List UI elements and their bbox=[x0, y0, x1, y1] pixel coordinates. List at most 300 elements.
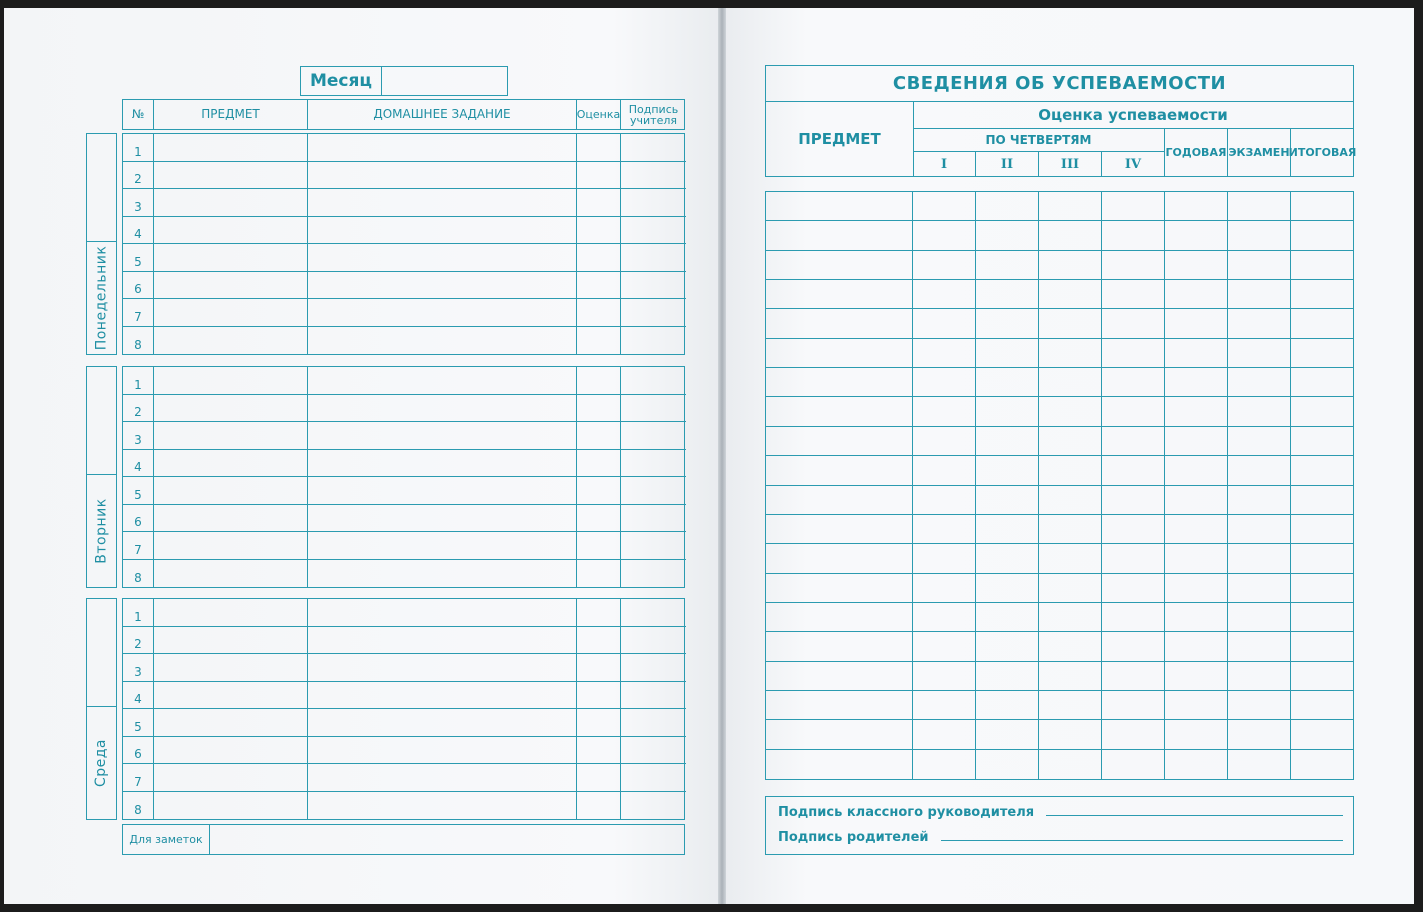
exam-cell[interactable] bbox=[1228, 662, 1291, 691]
teacher-signature-cell[interactable] bbox=[621, 217, 686, 245]
subject-cell[interactable] bbox=[766, 368, 913, 397]
lesson-number: 5 bbox=[123, 244, 154, 272]
quarter-2-cell[interactable] bbox=[976, 397, 1039, 426]
parents-signature-field[interactable] bbox=[941, 839, 1344, 841]
teacher-signature-cell[interactable] bbox=[621, 134, 686, 162]
exam-cell[interactable] bbox=[1228, 368, 1291, 397]
quarter-4-cell[interactable] bbox=[1102, 368, 1165, 397]
subject-cell[interactable] bbox=[766, 251, 913, 280]
homework-cell[interactable] bbox=[308, 134, 577, 162]
annual-cell[interactable] bbox=[1165, 662, 1228, 691]
day-lessons-table bbox=[122, 366, 685, 588]
grade-cell[interactable] bbox=[577, 709, 621, 737]
quarter-2-cell[interactable] bbox=[976, 309, 1039, 338]
quarter-3-cell[interactable] bbox=[1039, 192, 1102, 221]
annual-cell[interactable] bbox=[1165, 544, 1228, 573]
notes-field[interactable] bbox=[210, 825, 684, 854]
grade-cell[interactable] bbox=[577, 737, 621, 765]
final-cell[interactable] bbox=[1291, 368, 1354, 397]
exam-cell[interactable] bbox=[1228, 221, 1291, 250]
lesson-number: 4 bbox=[123, 682, 154, 710]
subject-cell[interactable] bbox=[766, 456, 913, 485]
quarter-1-cell[interactable] bbox=[913, 368, 976, 397]
subject-cell[interactable] bbox=[154, 477, 308, 505]
day-label-box bbox=[86, 133, 117, 355]
lesson-number: 1 bbox=[123, 599, 154, 627]
subject-cell[interactable] bbox=[766, 221, 913, 250]
final-cell[interactable] bbox=[1291, 662, 1354, 691]
quarter-4-cell[interactable] bbox=[1102, 720, 1165, 749]
homework-cell[interactable] bbox=[308, 477, 577, 505]
subject-cell[interactable] bbox=[154, 505, 308, 533]
teacher-signature-cell[interactable] bbox=[621, 477, 686, 505]
annual-cell[interactable] bbox=[1165, 427, 1228, 456]
day-name: Понедельник bbox=[93, 245, 110, 351]
quarter-2-cell[interactable] bbox=[976, 603, 1039, 632]
grade-cell[interactable] bbox=[577, 764, 621, 792]
quarter-3-cell[interactable] bbox=[1039, 574, 1102, 603]
quarter-1-cell[interactable] bbox=[913, 309, 976, 338]
subject-cell[interactable] bbox=[154, 395, 308, 423]
lesson-number: 3 bbox=[123, 422, 154, 450]
grade-cell[interactable] bbox=[577, 560, 621, 588]
teacher-signature-cell[interactable] bbox=[621, 450, 686, 478]
grade-cell[interactable] bbox=[577, 327, 621, 355]
quarter-1-cell[interactable] bbox=[913, 486, 976, 515]
quarter-4-cell[interactable] bbox=[1102, 309, 1165, 338]
subject-cell[interactable] bbox=[766, 720, 913, 749]
homework-cell[interactable] bbox=[308, 709, 577, 737]
grade-cell[interactable] bbox=[577, 217, 621, 245]
exam-cell[interactable] bbox=[1228, 515, 1291, 544]
exam-cell[interactable] bbox=[1228, 192, 1291, 221]
grade-cell[interactable] bbox=[577, 599, 621, 627]
teacher-signature-cell[interactable] bbox=[621, 505, 686, 533]
quarter-2-cell[interactable] bbox=[976, 691, 1039, 720]
subject-cell[interactable] bbox=[154, 599, 308, 627]
homework-cell[interactable] bbox=[308, 217, 577, 245]
quarter-4-cell[interactable] bbox=[1102, 691, 1165, 720]
exam-cell[interactable] bbox=[1228, 720, 1291, 749]
subject-cell[interactable] bbox=[154, 737, 308, 765]
subject-cell[interactable] bbox=[154, 450, 308, 478]
lesson-number: 1 bbox=[123, 367, 154, 395]
quarter-2-cell[interactable] bbox=[976, 750, 1039, 779]
quarter-3-cell[interactable] bbox=[1039, 750, 1102, 779]
homework-cell[interactable] bbox=[308, 682, 577, 710]
quarter-3-cell[interactable] bbox=[1039, 368, 1102, 397]
quarter-2-cell[interactable] bbox=[976, 544, 1039, 573]
final-cell[interactable] bbox=[1291, 280, 1354, 309]
quarter-3-cell[interactable] bbox=[1039, 397, 1102, 426]
subject-cell[interactable] bbox=[154, 682, 308, 710]
quarter-4-cell[interactable] bbox=[1102, 251, 1165, 280]
subject-cell[interactable] bbox=[154, 244, 308, 272]
subject-cell[interactable] bbox=[154, 654, 308, 682]
homework-cell[interactable] bbox=[308, 367, 577, 395]
quarter-4-cell[interactable] bbox=[1102, 456, 1165, 485]
exam-cell[interactable] bbox=[1228, 339, 1291, 368]
grade-cell[interactable] bbox=[577, 682, 621, 710]
annual-cell[interactable] bbox=[1165, 486, 1228, 515]
exam-cell[interactable] bbox=[1228, 574, 1291, 603]
teacher-signature-cell[interactable] bbox=[621, 560, 686, 588]
quarter-3-cell[interactable] bbox=[1039, 309, 1102, 338]
quarter-1-cell[interactable] bbox=[913, 750, 976, 779]
quarter-1-cell[interactable] bbox=[913, 427, 976, 456]
quarter-2-cell[interactable] bbox=[976, 339, 1039, 368]
grade-cell[interactable] bbox=[577, 299, 621, 327]
teacher-signature-cell[interactable] bbox=[621, 682, 686, 710]
quarter-2-cell[interactable] bbox=[976, 427, 1039, 456]
homework-cell[interactable] bbox=[308, 327, 577, 355]
subject-cell[interactable] bbox=[154, 327, 308, 355]
quarter-3-cell[interactable] bbox=[1039, 221, 1102, 250]
subject-cell[interactable] bbox=[154, 709, 308, 737]
grade-cell[interactable] bbox=[577, 532, 621, 560]
day-label-box bbox=[86, 366, 117, 588]
quarter-2-cell[interactable] bbox=[976, 251, 1039, 280]
teacher-signature-cell[interactable] bbox=[621, 162, 686, 190]
teacher-signature-cell[interactable] bbox=[621, 532, 686, 560]
grade-cell[interactable] bbox=[577, 189, 621, 217]
quarter-1-cell[interactable] bbox=[913, 192, 976, 221]
subject-cell[interactable] bbox=[766, 192, 913, 221]
subject-cell[interactable] bbox=[154, 764, 308, 792]
final-cell[interactable] bbox=[1291, 486, 1354, 515]
quarter-4-cell[interactable] bbox=[1102, 280, 1165, 309]
subject-cell[interactable] bbox=[154, 532, 308, 560]
subject-cell[interactable] bbox=[154, 162, 308, 190]
final-cell[interactable] bbox=[1291, 397, 1354, 426]
teacher-signature-cell[interactable] bbox=[621, 244, 686, 272]
grade-cell[interactable] bbox=[577, 244, 621, 272]
subject-cell[interactable] bbox=[154, 367, 308, 395]
final-cell[interactable] bbox=[1291, 603, 1354, 632]
annual-cell[interactable] bbox=[1165, 574, 1228, 603]
col-grade: Оценка bbox=[577, 100, 621, 129]
quarter-2-cell[interactable] bbox=[976, 574, 1039, 603]
annual-cell[interactable] bbox=[1165, 251, 1228, 280]
lesson-number: 6 bbox=[123, 737, 154, 765]
exam-cell[interactable] bbox=[1228, 691, 1291, 720]
subject-cell[interactable] bbox=[154, 560, 308, 588]
month-value-field[interactable] bbox=[382, 67, 507, 95]
teacher-signature-cell[interactable] bbox=[621, 422, 686, 450]
exam-cell[interactable] bbox=[1228, 251, 1291, 280]
final-cell[interactable] bbox=[1291, 427, 1354, 456]
final-cell[interactable] bbox=[1291, 720, 1354, 749]
quarter-2-cell[interactable] bbox=[976, 720, 1039, 749]
grade-cell[interactable] bbox=[577, 367, 621, 395]
col-homework: ДОМАШНЕЕ ЗАДАНИЕ bbox=[308, 100, 577, 129]
grade-cell[interactable] bbox=[577, 395, 621, 423]
subject-cell[interactable] bbox=[766, 574, 913, 603]
final-cell[interactable] bbox=[1291, 691, 1354, 720]
subject-cell[interactable] bbox=[154, 134, 308, 162]
teacher-signature-cell[interactable] bbox=[621, 709, 686, 737]
annual-cell[interactable] bbox=[1165, 368, 1228, 397]
performance-grid bbox=[765, 191, 1354, 780]
quarter-2-cell[interactable] bbox=[976, 486, 1039, 515]
homework-cell[interactable] bbox=[308, 627, 577, 655]
parents-signature-line bbox=[778, 830, 1343, 845]
quarters-header: ПО ЧЕТВЕРТЯМ bbox=[913, 128, 1165, 152]
grade-cell[interactable] bbox=[577, 272, 621, 300]
quarter-1-cell[interactable] bbox=[913, 221, 976, 250]
grade-cell[interactable] bbox=[577, 627, 621, 655]
quarter-3-cell[interactable] bbox=[1039, 662, 1102, 691]
homework-cell[interactable] bbox=[308, 162, 577, 190]
annual-cell[interactable] bbox=[1165, 632, 1228, 661]
final-cell[interactable] bbox=[1291, 339, 1354, 368]
subject-cell[interactable] bbox=[766, 339, 913, 368]
quarter-2-cell[interactable] bbox=[976, 662, 1039, 691]
day-lessons-table bbox=[122, 133, 685, 355]
homework-cell[interactable] bbox=[308, 599, 577, 627]
final-cell[interactable] bbox=[1291, 544, 1354, 573]
exam-cell[interactable] bbox=[1228, 486, 1291, 515]
grade-cell[interactable] bbox=[577, 162, 621, 190]
exam-cell[interactable] bbox=[1228, 427, 1291, 456]
quarter-1-cell[interactable] bbox=[913, 515, 976, 544]
quarter-2-cell[interactable] bbox=[976, 221, 1039, 250]
teacher-signature-cell[interactable] bbox=[621, 792, 686, 820]
homework-cell[interactable] bbox=[308, 244, 577, 272]
signature-box bbox=[765, 796, 1354, 855]
quarter-3-cell[interactable] bbox=[1039, 632, 1102, 661]
subject-cell[interactable] bbox=[766, 603, 913, 632]
subject-header: ПРЕДМЕТ bbox=[766, 101, 914, 176]
notes-label: Для заметок bbox=[123, 825, 210, 854]
quarter-2-cell[interactable] bbox=[976, 192, 1039, 221]
homework-cell[interactable] bbox=[308, 654, 577, 682]
final-cell[interactable] bbox=[1291, 574, 1354, 603]
exam-cell[interactable] bbox=[1228, 309, 1291, 338]
teacher-signature-cell[interactable] bbox=[621, 272, 686, 300]
subject-cell[interactable] bbox=[766, 515, 913, 544]
quarter-4-cell[interactable] bbox=[1102, 339, 1165, 368]
grade-cell[interactable] bbox=[577, 505, 621, 533]
exam-cell[interactable] bbox=[1228, 750, 1291, 779]
quarter-4-cell[interactable] bbox=[1102, 486, 1165, 515]
teacher-signature-cell[interactable] bbox=[621, 189, 686, 217]
subject-cell[interactable] bbox=[154, 272, 308, 300]
lesson-number: 6 bbox=[123, 505, 154, 533]
subject-cell[interactable] bbox=[766, 750, 913, 779]
quarter-1-cell[interactable] bbox=[913, 574, 976, 603]
subject-cell[interactable] bbox=[154, 299, 308, 327]
quarter-2-cell[interactable] bbox=[976, 515, 1039, 544]
quarter-4-cell[interactable] bbox=[1102, 632, 1165, 661]
exam-cell[interactable] bbox=[1228, 397, 1291, 426]
quarter-2: II bbox=[976, 152, 1039, 176]
exam-cell[interactable] bbox=[1228, 544, 1291, 573]
quarter-3: III bbox=[1039, 152, 1102, 176]
teacher-signature-field[interactable] bbox=[1046, 814, 1343, 816]
quarter-1-cell[interactable] bbox=[913, 720, 976, 749]
homework-cell[interactable] bbox=[308, 737, 577, 765]
exam-cell[interactable] bbox=[1228, 603, 1291, 632]
final-cell[interactable] bbox=[1291, 221, 1354, 250]
grade-cell[interactable] bbox=[577, 792, 621, 820]
lesson-number: 2 bbox=[123, 162, 154, 190]
annual-cell[interactable] bbox=[1165, 720, 1228, 749]
quarter-4-cell[interactable] bbox=[1102, 427, 1165, 456]
teacher-signature-cell[interactable] bbox=[621, 654, 686, 682]
teacher-signature-cell[interactable] bbox=[621, 327, 686, 355]
quarter-2-cell[interactable] bbox=[976, 456, 1039, 485]
quarter-4-cell[interactable] bbox=[1102, 515, 1165, 544]
homework-cell[interactable] bbox=[308, 422, 577, 450]
exam-cell[interactable] bbox=[1228, 280, 1291, 309]
lesson-number: 3 bbox=[123, 189, 154, 217]
annual-cell[interactable] bbox=[1165, 280, 1228, 309]
grade-cell[interactable] bbox=[577, 134, 621, 162]
teacher-signature-cell[interactable] bbox=[621, 737, 686, 765]
quarter-4-cell[interactable] bbox=[1102, 603, 1165, 632]
quarter-3-cell[interactable] bbox=[1039, 427, 1102, 456]
quarter-1: I bbox=[913, 152, 976, 176]
subject-cell[interactable] bbox=[766, 544, 913, 573]
quarter-3-cell[interactable] bbox=[1039, 691, 1102, 720]
lesson-number: 2 bbox=[123, 395, 154, 423]
quarter-4-cell[interactable] bbox=[1102, 221, 1165, 250]
quarter-3-cell[interactable] bbox=[1039, 515, 1102, 544]
subject-cell[interactable] bbox=[154, 792, 308, 820]
quarter-4: IV bbox=[1102, 152, 1165, 176]
subject-cell[interactable] bbox=[766, 427, 913, 456]
subject-cell[interactable] bbox=[154, 189, 308, 217]
teacher-signature-label: Подпись классного руководителя bbox=[778, 805, 1035, 820]
lesson-number: 8 bbox=[123, 560, 154, 588]
subject-cell[interactable] bbox=[154, 627, 308, 655]
quarter-1-cell[interactable] bbox=[913, 603, 976, 632]
teacher-signature-cell[interactable] bbox=[621, 395, 686, 423]
final-cell[interactable] bbox=[1291, 632, 1354, 661]
quarter-4-cell[interactable] bbox=[1102, 192, 1165, 221]
teacher-signature-cell[interactable] bbox=[621, 299, 686, 327]
subject-cell[interactable] bbox=[766, 309, 913, 338]
grade-cell[interactable] bbox=[577, 654, 621, 682]
quarter-1-cell[interactable] bbox=[913, 251, 976, 280]
subject-cell[interactable] bbox=[766, 486, 913, 515]
subject-cell[interactable] bbox=[766, 662, 913, 691]
month-box bbox=[300, 66, 508, 96]
subject-cell[interactable] bbox=[766, 397, 913, 426]
homework-cell[interactable] bbox=[308, 532, 577, 560]
final-cell[interactable] bbox=[1291, 192, 1354, 221]
final-cell[interactable] bbox=[1291, 309, 1354, 338]
homework-cell[interactable] bbox=[308, 299, 577, 327]
quarter-4-cell[interactable] bbox=[1102, 397, 1165, 426]
quarter-3-cell[interactable] bbox=[1039, 486, 1102, 515]
subject-cell[interactable] bbox=[766, 691, 913, 720]
subject-cell[interactable] bbox=[154, 422, 308, 450]
annual-cell[interactable] bbox=[1165, 309, 1228, 338]
annual-cell[interactable] bbox=[1165, 603, 1228, 632]
lesson-number: 4 bbox=[123, 450, 154, 478]
lesson-number: 4 bbox=[123, 217, 154, 245]
homework-cell[interactable] bbox=[308, 792, 577, 820]
quarter-1-cell[interactable] bbox=[913, 544, 976, 573]
quarter-1-cell[interactable] bbox=[913, 691, 976, 720]
quarter-1-cell[interactable] bbox=[913, 456, 976, 485]
teacher-signature-cell[interactable] bbox=[621, 367, 686, 395]
homework-cell[interactable] bbox=[308, 505, 577, 533]
quarter-3-cell[interactable] bbox=[1039, 603, 1102, 632]
homework-cell[interactable] bbox=[308, 395, 577, 423]
quarter-2-cell[interactable] bbox=[976, 632, 1039, 661]
quarter-4-cell[interactable] bbox=[1102, 544, 1165, 573]
quarter-3-cell[interactable] bbox=[1039, 251, 1102, 280]
quarter-4-cell[interactable] bbox=[1102, 662, 1165, 691]
quarter-1-cell[interactable] bbox=[913, 280, 976, 309]
subject-cell[interactable] bbox=[154, 217, 308, 245]
quarter-1-cell[interactable] bbox=[913, 397, 976, 426]
quarter-2-cell[interactable] bbox=[976, 280, 1039, 309]
teacher-signature-cell[interactable] bbox=[621, 599, 686, 627]
lesson-number: 8 bbox=[123, 792, 154, 820]
homework-cell[interactable] bbox=[308, 764, 577, 792]
annual-cell[interactable] bbox=[1165, 221, 1228, 250]
homework-cell[interactable] bbox=[308, 189, 577, 217]
quarter-2-cell[interactable] bbox=[976, 368, 1039, 397]
annual-cell[interactable] bbox=[1165, 750, 1228, 779]
annual-cell[interactable] bbox=[1165, 339, 1228, 368]
homework-cell[interactable] bbox=[308, 450, 577, 478]
exam-cell[interactable] bbox=[1228, 456, 1291, 485]
annual-cell[interactable] bbox=[1165, 515, 1228, 544]
quarter-3-cell[interactable] bbox=[1039, 280, 1102, 309]
exam-cell[interactable] bbox=[1228, 632, 1291, 661]
lesson-number: 5 bbox=[123, 477, 154, 505]
grade-cell[interactable] bbox=[577, 477, 621, 505]
grade-cell[interactable] bbox=[577, 450, 621, 478]
quarter-1-cell[interactable] bbox=[913, 339, 976, 368]
quarter-1-cell[interactable] bbox=[913, 662, 976, 691]
parents-signature-label: Подпись родителей bbox=[778, 830, 929, 845]
annual-cell[interactable] bbox=[1165, 397, 1228, 426]
teacher-signature-cell[interactable] bbox=[621, 764, 686, 792]
annual-cell[interactable] bbox=[1165, 691, 1228, 720]
grade-cell[interactable] bbox=[577, 422, 621, 450]
annual-header: ГОДОВАЯ bbox=[1165, 128, 1228, 176]
quarter-3-cell[interactable] bbox=[1039, 339, 1102, 368]
homework-cell[interactable] bbox=[308, 560, 577, 588]
annual-cell[interactable] bbox=[1165, 192, 1228, 221]
final-cell[interactable] bbox=[1291, 251, 1354, 280]
quarter-3-cell[interactable] bbox=[1039, 456, 1102, 485]
subject-cell[interactable] bbox=[766, 280, 913, 309]
final-cell[interactable] bbox=[1291, 456, 1354, 485]
homework-cell[interactable] bbox=[308, 272, 577, 300]
quarter-1-cell[interactable] bbox=[913, 632, 976, 661]
lesson-number: 2 bbox=[123, 627, 154, 655]
quarter-3-cell[interactable] bbox=[1039, 544, 1102, 573]
annual-cell[interactable] bbox=[1165, 456, 1228, 485]
subject-cell[interactable] bbox=[766, 632, 913, 661]
teacher-signature-cell[interactable] bbox=[621, 627, 686, 655]
quarter-4-cell[interactable] bbox=[1102, 574, 1165, 603]
final-cell[interactable] bbox=[1291, 750, 1354, 779]
performance-header: Оценка успеваемости bbox=[913, 101, 1353, 129]
quarter-3-cell[interactable] bbox=[1039, 720, 1102, 749]
performance-title: СВЕДЕНИЯ ОБ УСПЕВАЕМОСТИ bbox=[766, 66, 1353, 102]
teacher-signature-line bbox=[778, 805, 1343, 820]
final-cell[interactable] bbox=[1291, 515, 1354, 544]
quarter-4-cell[interactable] bbox=[1102, 750, 1165, 779]
